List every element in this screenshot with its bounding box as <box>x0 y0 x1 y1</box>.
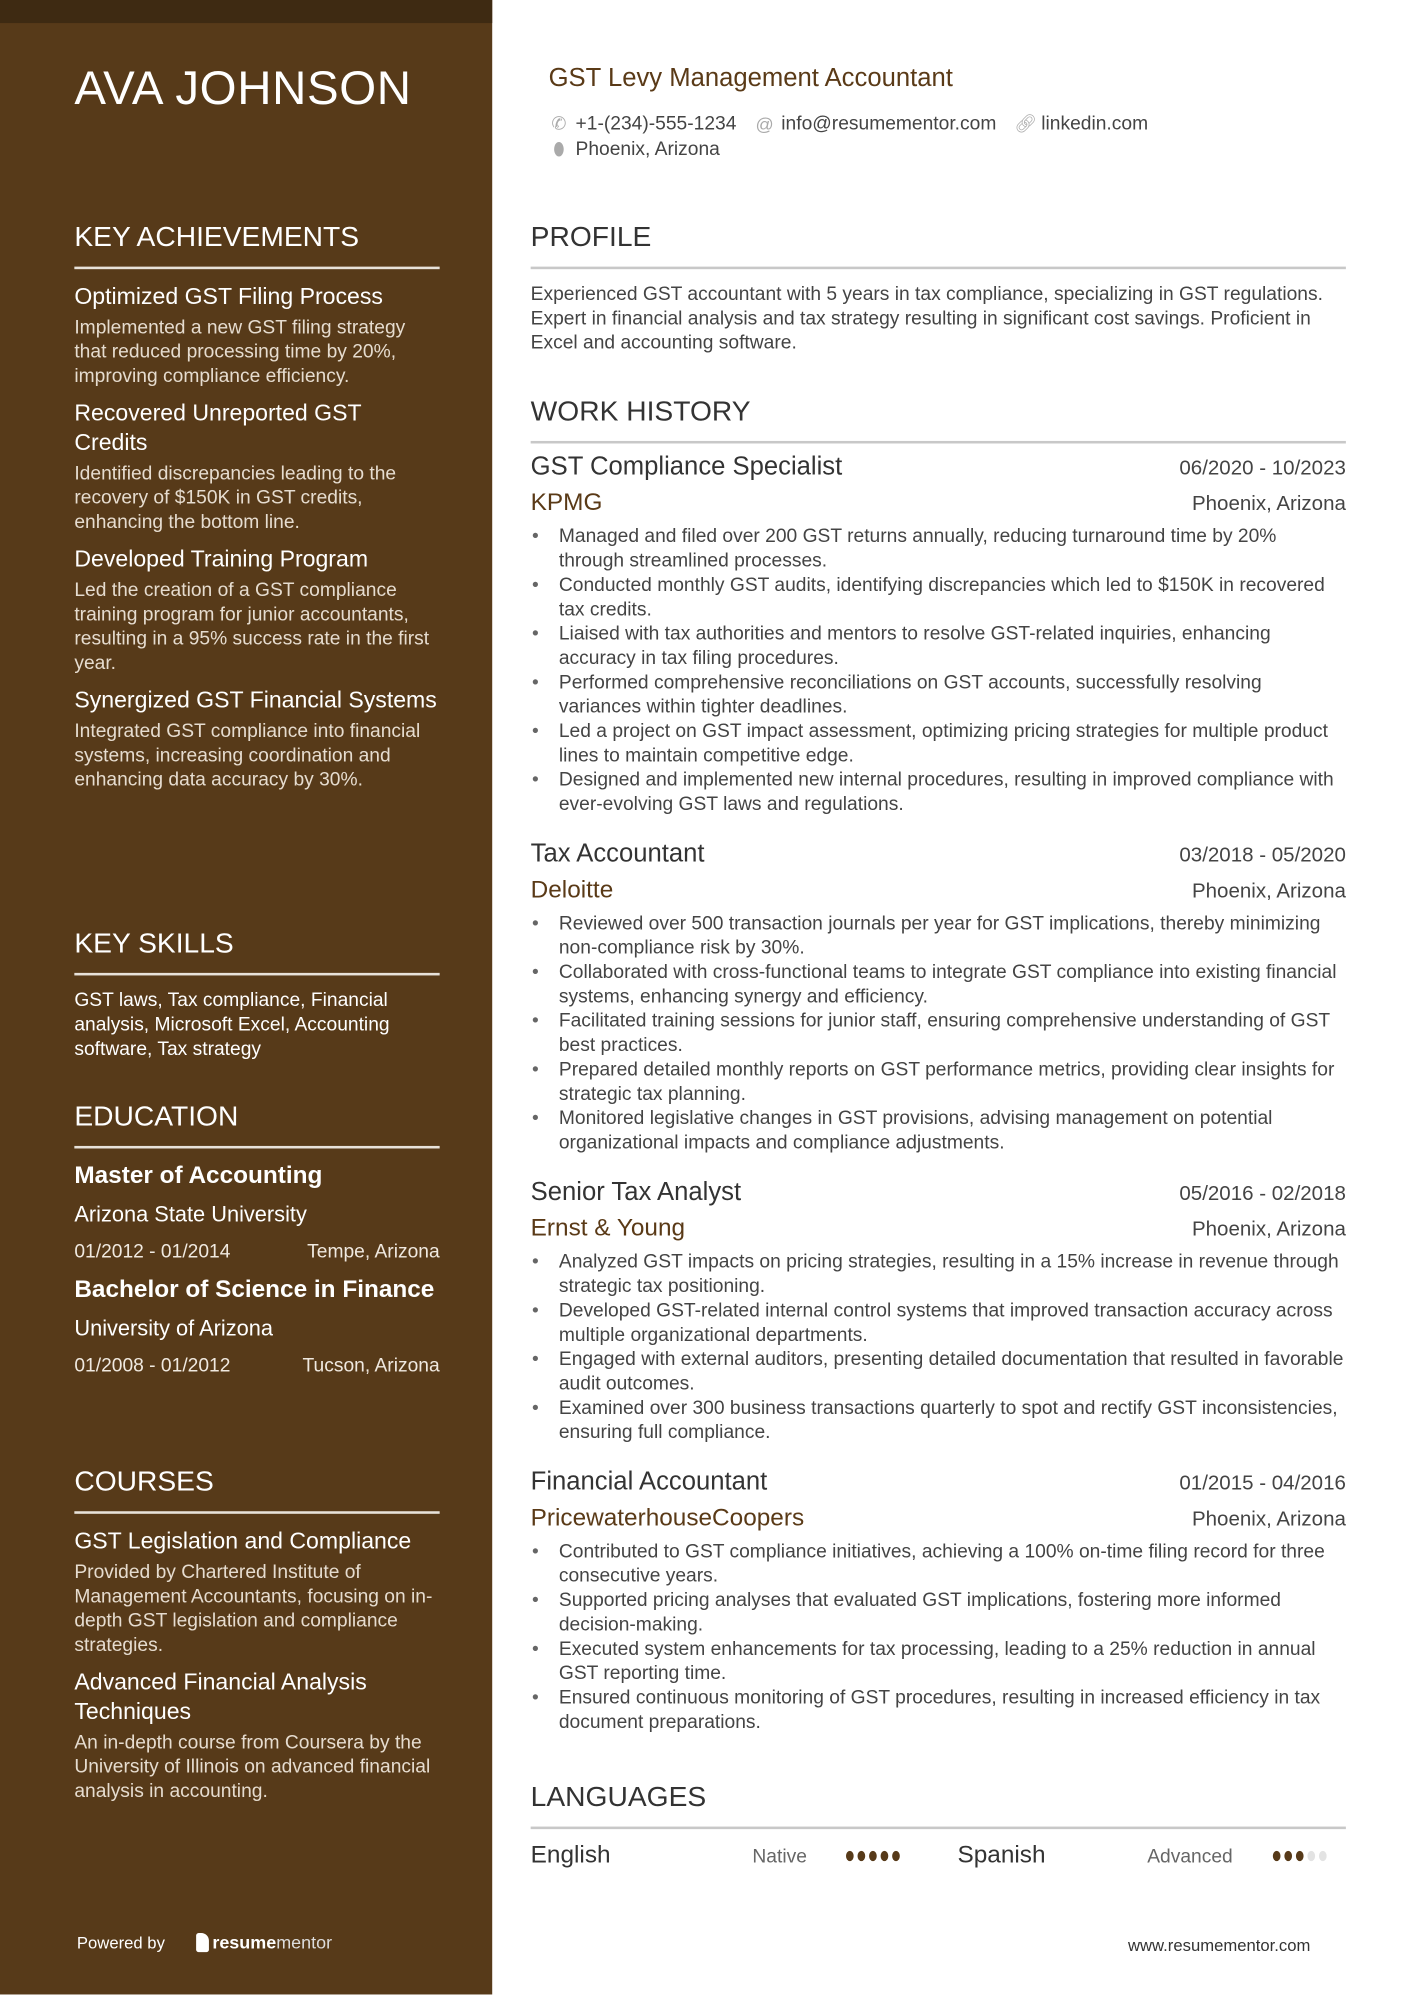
rating-dot <box>1307 1851 1315 1861</box>
job-company-row <box>531 1505 1346 1533</box>
job-bullet: • Analyzed GST impacts on pricing strategies, resulting in a 15% increase in revenue through strategic tax positioning. <box>531 1250 1346 1299</box>
rating-dot <box>846 1851 854 1861</box>
sidebar-top-bar <box>0 0 492 23</box>
job-position: Financial Accountant <box>530 1467 768 1496</box>
achievement-title: Recovered Unreported GST Credits <box>74 399 362 456</box>
achievement-description: Led the creation of a GST compliance training program for junior accountants, resulting in a 95% success rate in the first year. <box>74 579 430 675</box>
achievement-description: Identified discrepancies leading to the recovery of $150K in GST credits, enhancing the bottom line. <box>74 462 397 534</box>
job-bullet: • Executed system enhancements for tax processing, leading to a 25% reduction in annual GST reporting time. <box>531 1637 1346 1686</box>
job-bullet: • Ensured continuous monitoring of GST procedures, resulting in increased efficiency in tax document preparations. <box>531 1686 1346 1735</box>
rating-dot <box>869 1851 877 1861</box>
education-heading: EDUCATION <box>74 1100 439 1149</box>
rating-dot <box>858 1851 866 1861</box>
skills-text: GST laws, Tax compliance, Financial analysis, Microsoft Excel, Accounting software, Tax strategy <box>74 989 390 1061</box>
linkedin-text: linkedin.com <box>1041 112 1149 135</box>
job-location: Phoenix, Arizona <box>1191 1218 1346 1241</box>
education-degree: Bachelor of Science in Finance <box>74 1276 435 1304</box>
languages-heading: LANGUAGES <box>531 1780 1346 1829</box>
language-rating <box>846 1845 904 1868</box>
job-bullet: • Collaborated with cross-functional teams to integrate GST compliance into existing financial systems, enhancing synergy and efficiency. <box>531 960 1346 1009</box>
phone-icon: ✆ <box>551 112 567 134</box>
course-description: Provided by Chartered Institute of Management Accountants, focusing on in-depth GST legislation and compliance strategies. <box>74 1561 433 1657</box>
job-bullet: • Developed GST-related internal control systems that improved transaction accuracy across multiple organizational departments. <box>531 1298 1346 1347</box>
company-name: Deloitte <box>530 876 614 904</box>
job-bullet: • Examined over 300 business transactions quarterly to spot and rectify GST inconsistencies, ensuring full compliance. <box>531 1396 1346 1445</box>
rating-dot <box>1284 1851 1292 1861</box>
job-location: Phoenix, Arizona <box>1191 880 1346 903</box>
education-dates: 01/2012 - 01/2014 <box>74 1240 231 1263</box>
skills-heading: KEY SKILLS <box>74 927 439 976</box>
sidebar <box>0 0 492 1994</box>
profile-section <box>531 220 1346 355</box>
achievements-section <box>74 220 439 802</box>
job-bullet: • Designed and implemented new internal procedures, resulting in improved compliance with ever-evolving GST laws and regulations. <box>531 768 1346 817</box>
profile-heading: PROFILE <box>531 220 1346 269</box>
resumementor-logo[interactable] <box>196 1932 332 1953</box>
powered-by <box>77 1932 332 1953</box>
job-bullet: • Performed comprehensive reconciliations on GST accounts, successfully resolving variances within tighter deadlines. <box>531 670 1346 719</box>
job-bullet: • Conducted monthly GST audits, identifying discrepancies which led to $150K in recovered tax credits. <box>531 573 1346 622</box>
courses-heading: COURSES <box>74 1465 439 1514</box>
job-header <box>531 1468 1346 1497</box>
job-company-row <box>531 877 1346 905</box>
location-text: Phoenix, Arizona <box>575 138 720 161</box>
language-item <box>531 1842 958 1870</box>
email-text: info@resumementor.com <box>781 112 997 135</box>
job-title: GST Levy Management Accountant <box>548 64 953 93</box>
job-dates: 03/2018 - 05/2020 <box>1179 844 1346 867</box>
logo-text-bold: resume <box>212 1931 277 1953</box>
powered-by-label: Powered by <box>76 1932 165 1952</box>
contact-email[interactable] <box>754 113 996 135</box>
phone-text: +1-(234)-555-1234 <box>575 112 737 135</box>
job-location: Phoenix, Arizona <box>1191 1508 1346 1531</box>
job-position: Tax Accountant <box>530 839 705 868</box>
footer-url[interactable]: www.resumementor.com <box>1127 1935 1311 1955</box>
job-bullet: • Managed and filed over 200 GST returns annually, reducing turnaround time by 20% through streamlined processes. <box>531 524 1346 573</box>
education-school: Arizona State University <box>74 1202 307 1227</box>
job-dates: 05/2016 - 02/2018 <box>1179 1183 1346 1205</box>
at-icon: @ <box>755 113 774 134</box>
education-location: Tempe, Arizona <box>307 1240 440 1263</box>
job-dates: 06/2020 - 10/2023 <box>1179 457 1346 480</box>
language-name: Spanish <box>957 1841 1046 1869</box>
job-entry <box>531 1178 1346 1445</box>
job-bullet: • Facilitated training sessions for junior staff, ensuring comprehensive understanding of GST best practices. <box>531 1009 1346 1058</box>
rating-dot <box>1296 1851 1304 1861</box>
contact-linkedin[interactable] <box>1014 113 1148 135</box>
job-bullets <box>531 1539 1346 1734</box>
job-bullet: • Monitored legislative changes in GST provisions, advising management on potential organizational impacts and compliance adjustments. <box>531 1106 1346 1155</box>
job-header <box>531 1178 1346 1207</box>
achievement-description: Integrated GST compliance into financial systems, increasing coordination and enhancing data accuracy by 30%. <box>74 720 421 791</box>
language-item <box>958 1842 1346 1870</box>
education-degree: Master of Accounting <box>74 1162 323 1190</box>
rating-dot <box>892 1851 900 1861</box>
courses-section <box>74 1465 439 1814</box>
job-entry <box>531 840 1346 1155</box>
job-entry <box>531 452 1346 816</box>
achievement-title: Developed Training Program <box>74 546 369 572</box>
company-name: PricewaterhouseCoopers <box>530 1504 805 1532</box>
contact-location <box>549 138 1148 160</box>
job-position: Senior Tax Analyst <box>530 1177 742 1207</box>
education-school: University of Arizona <box>74 1316 273 1341</box>
achievements-heading: KEY ACHIEVEMENTS <box>74 220 439 269</box>
job-bullets <box>531 1250 1346 1445</box>
skills-section <box>74 927 439 1072</box>
profile-text: Experienced GST accountant with 5 years in tax compliance, specializing in GST regulations. Expert in financial analysis and tax strategy resulting in significant cost savings. Proficient in Excel and accounting software. <box>530 283 1323 354</box>
location-pin-icon: ⬮ <box>553 138 565 159</box>
course-description: An in-depth course from Coursera by the University of Illinois on advanced financial analysis in accounting. <box>74 1731 431 1803</box>
job-bullet: • Contributed to GST compliance initiatives, achieving a 100% on-time filing record for three consecutive years. <box>531 1539 1346 1588</box>
job-bullet: • Prepared detailed monthly reports on GST performance metrics, providing clear insights for strategic tax planning. <box>531 1057 1346 1106</box>
logo-mark-icon <box>196 1932 209 1951</box>
work-history-heading-block <box>531 395 1346 457</box>
language-name: English <box>530 1841 611 1869</box>
job-position: GST Compliance Specialist <box>530 452 843 481</box>
job-location: Phoenix, Arizona <box>1191 493 1346 516</box>
language-level: Advanced <box>1147 1845 1233 1867</box>
course-title: Advanced Financial Analysis Techniques <box>74 1668 367 1725</box>
job-header <box>531 452 1346 481</box>
job-bullet: • Supported pricing analyses that evaluated GST implications, fostering more informed decision-making. <box>531 1588 1346 1637</box>
contact-phone[interactable] <box>549 113 737 135</box>
language-level: Native <box>752 1845 807 1867</box>
education-location: Tucson, Arizona <box>302 1354 440 1377</box>
job-dates: 01/2015 - 04/2016 <box>1179 1472 1346 1495</box>
job-bullet: • Led a project on GST impact assessment, optimizing pricing strategies for multiple product lines to maintain competitive edge. <box>531 719 1346 768</box>
rating-dot <box>1319 1851 1327 1861</box>
job-header <box>531 840 1346 869</box>
logo-text-light: mentor <box>276 1931 333 1953</box>
job-entry <box>531 1468 1346 1735</box>
achievement-description: Implemented a new GST filing strategy that reduced processing time by 20%, improving compliance efficiency. <box>74 316 406 388</box>
work-history-heading: WORK HISTORY <box>531 395 1346 444</box>
language-rating <box>1273 1845 1331 1868</box>
link-icon: 🔗︎ <box>1014 112 1038 134</box>
candidate-name: AVA JOHNSON <box>74 61 412 115</box>
job-bullets <box>531 524 1346 816</box>
education-dates: 01/2008 - 01/2012 <box>74 1354 231 1377</box>
company-name: KPMG <box>530 489 603 517</box>
course-title: GST Legislation and Compliance <box>74 1527 412 1554</box>
job-bullet: • Reviewed over 500 transaction journals per year for GST implications, thereby minimizing non-compliance risk by 30%. <box>531 911 1346 960</box>
rating-dot <box>1273 1851 1281 1861</box>
job-company-row <box>531 490 1346 518</box>
contact-info <box>549 113 1148 160</box>
languages-section <box>531 1780 1346 1870</box>
education-section <box>74 1100 439 1390</box>
education-meta <box>74 1355 439 1377</box>
job-bullet: • Engaged with external auditors, presenting detailed documentation that resulted in favorable audit outcomes. <box>531 1347 1346 1396</box>
job-bullet: • Liaised with tax authorities and mentors to resolve GST-related inquiries, enhancing accuracy in tax filing procedures. <box>531 622 1346 671</box>
rating-dot <box>881 1851 889 1861</box>
achievement-title: Optimized GST Filing Process <box>74 283 383 309</box>
job-bullets <box>531 911 1346 1155</box>
achievement-title: Synergized GST Financial Systems <box>74 687 437 713</box>
job-company-row <box>531 1215 1346 1243</box>
education-meta <box>74 1241 439 1263</box>
company-name: Ernst & Young <box>530 1215 686 1243</box>
